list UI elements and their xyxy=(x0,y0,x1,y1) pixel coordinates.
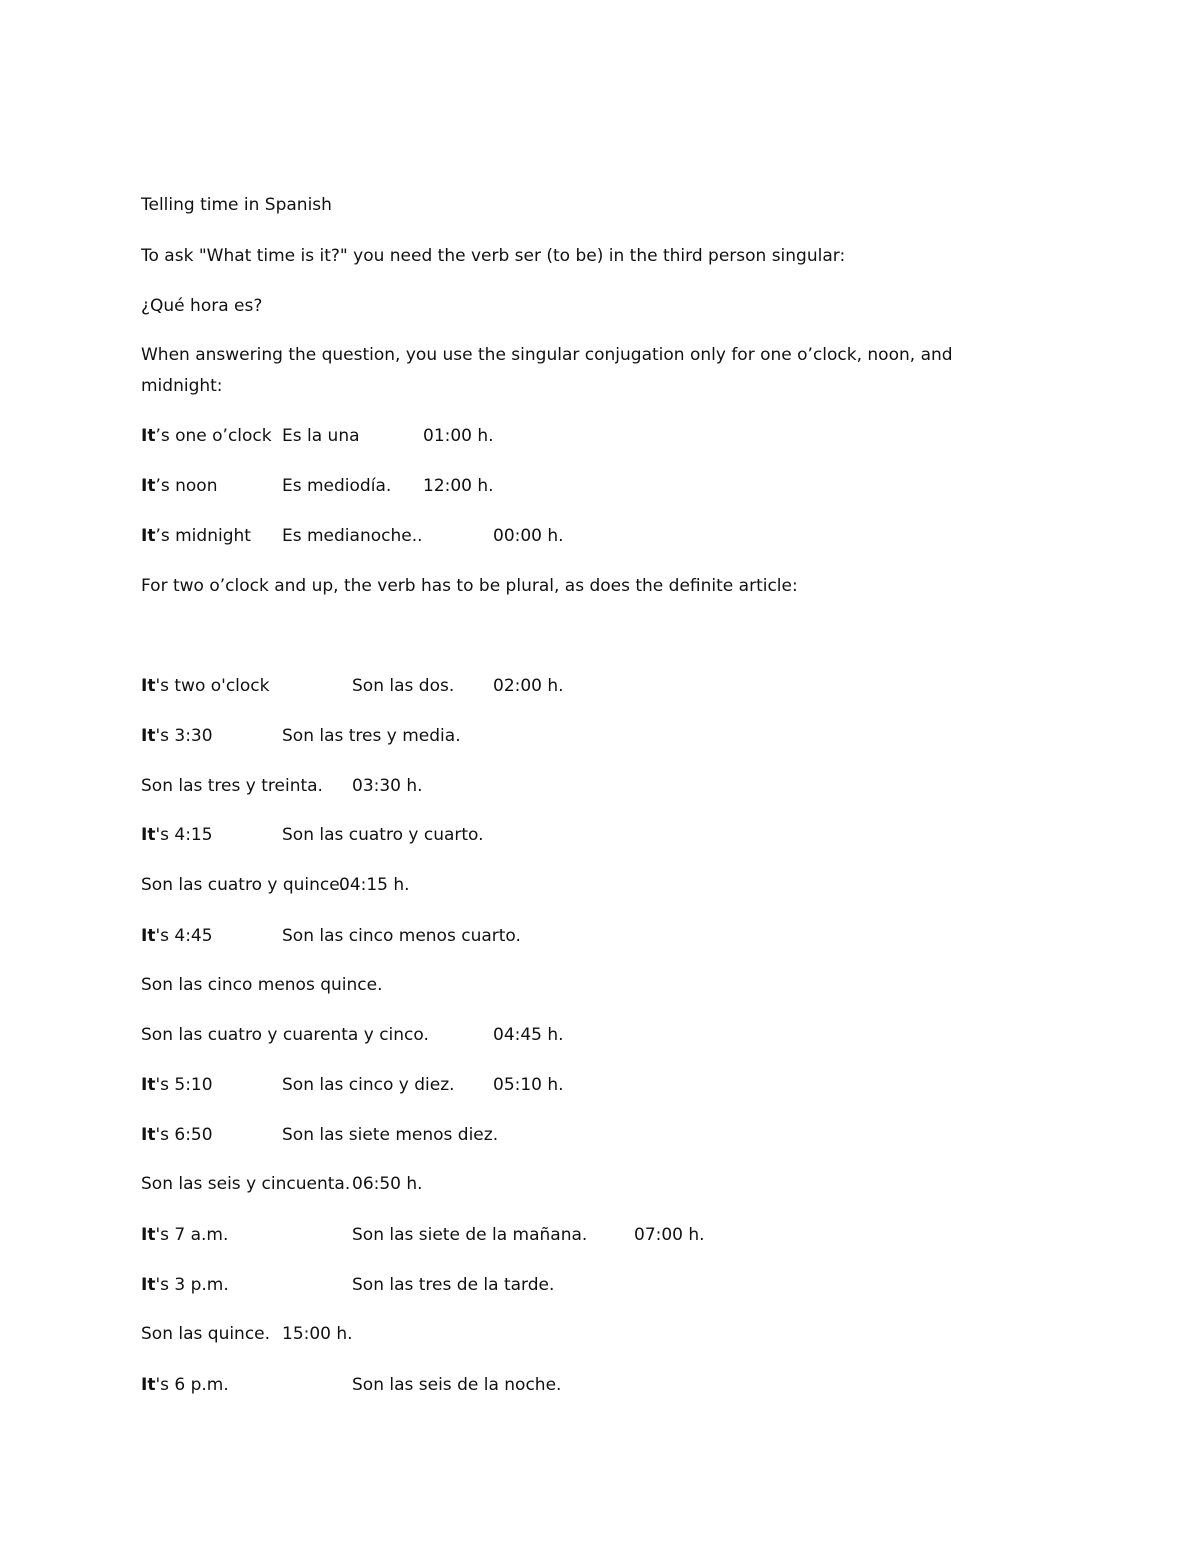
example-spanish: Son las quince. xyxy=(141,1324,271,1344)
example-english: It's 7 a.m. xyxy=(141,1225,229,1245)
example-english: It's 6 p.m. xyxy=(141,1375,229,1395)
example-english: It's 6:50 xyxy=(141,1125,213,1145)
example-english: It's 3 p.m. xyxy=(141,1275,229,1295)
example-spanish: Son las siete de la mañana. xyxy=(352,1225,588,1245)
example-time: 06:50 h. xyxy=(352,1174,423,1194)
example-spanish: Son las cuatro y cuarenta y cinco. xyxy=(141,1025,429,1045)
example-spanish: Son las seis de la noche. xyxy=(352,1375,562,1395)
example-spanish: Son las cinco menos quince. xyxy=(141,975,383,995)
example-spanish: Son las dos. xyxy=(352,676,455,696)
example-spanish: Son las tres y treinta. xyxy=(141,776,323,796)
example-english: It's 4:45 xyxy=(141,926,213,946)
example-spanish: Es la una xyxy=(282,426,360,446)
example-time: 00:00 h. xyxy=(493,526,564,546)
example-english: It's 4:15 xyxy=(141,825,213,845)
example-time: 01:00 h. xyxy=(423,426,494,446)
example-spanish: Son las tres de la tarde. xyxy=(352,1275,555,1295)
document-page: Telling time in Spanish To ask "What time is it?" you need the verb ser (to be) in the third person singular: ¿Qué hora es? When answering the question, you use the singular conjugation only for one o’clock, noon, and midnight: It’s one o’clock Es la una 01:00 h. It’s noon Es mediodía. 12:00 h. It’s midnight Es medianoche.. 00:00 h. For two o’clock and up, the verb has to be plural, as does the definite article: It's two o'clock Son las dos. 02:00 h. It's 3:30 Son las tres y media. Son las tres y treinta. 03:30 h. It's 4:15 Son las cuatro y cuarto. Son las cuatro y quince. 04:15 h. It's 4:45 Son las cinco menos cuarto. Son las cinco menos quince. Son las cuatro y cuarenta y cinco. 04:45 h. It's 5:10 Son las cinco y diez. 05:10 h. It's 6:50 Son las siete menos diez. Son las seis y cincuenta. 06:50 h. It's 7 a.m. Son las siete de la mañana. 07:00 h. It's 3 p.m. Son las tres de la tarde. Son las quince. 15:00 h. It's 6 p.m. Son las seis de la noche. xyxy=(141,195,953,1395)
example-english: It’s one o’clock xyxy=(141,426,272,446)
example-spanish: Son las cinco y diez. xyxy=(282,1075,455,1095)
example-time: 12:00 h. xyxy=(423,476,494,496)
example-english: It's two o'clock xyxy=(141,676,270,696)
example-time: 02:00 h. xyxy=(493,676,564,696)
example-spanish: Es mediodía. xyxy=(282,476,392,496)
example-spanish: Son las cinco menos cuarto. xyxy=(282,926,521,946)
example-time: 03:30 h. xyxy=(352,776,423,796)
example-time: 07:00 h. xyxy=(634,1225,705,1245)
example-spanish: Es medianoche.. xyxy=(282,526,423,546)
example-spanish: Son las seis y cincuenta. xyxy=(141,1174,351,1194)
example-english: It's 3:30 xyxy=(141,726,213,746)
example-time: 15:00 h. xyxy=(282,1324,353,1344)
example-time: 04:45 h. xyxy=(493,1025,564,1045)
example-time: 05:10 h. xyxy=(493,1075,564,1095)
example-english: It’s midnight xyxy=(141,526,251,546)
example-spanish: Son las siete menos diez. xyxy=(282,1125,499,1145)
example-english: It's 5:10 xyxy=(141,1075,213,1095)
example-spanish: Son las tres y media. xyxy=(282,726,461,746)
example-spanish: Son las cuatro y quince. xyxy=(141,875,346,895)
example-spanish: Son las cuatro y cuarto. xyxy=(282,825,484,845)
example-english: It’s noon xyxy=(141,476,218,496)
example-time: 04:15 h. xyxy=(339,875,410,895)
